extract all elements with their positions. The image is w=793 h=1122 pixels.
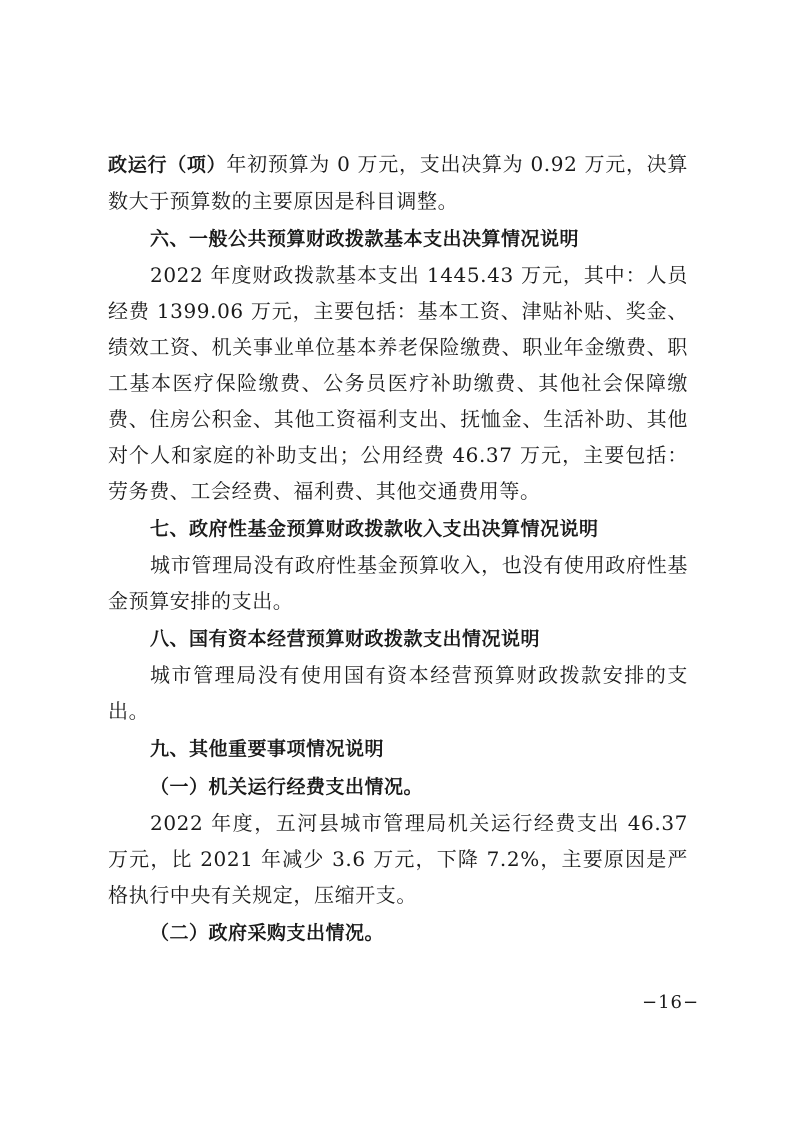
paragraph-text: 年初预算为 0 万元，支出决算为 0.92 万元，决算数大于预算数的主要原因是科目调整。: [108, 152, 688, 213]
paragraph-basic-expenditure: 2022 年度财政拨款基本支出 1445.43 万元，其中：人员经费 1399.06 万元，主要包括：基本工资、津贴补贴、奖金、绩效工资、机关事业单位基本养老保险缴费、职业年金缴费、职工基本医疗保险缴费、公务员医疗补助缴费、其他社会保障缴费、住房公积金、其他工资福利支出、抚恤金、生活补助、其他对个人和家庭的补助支出；公用经费 46.37 万元，主要包括：劳务费、工会经费、福利费、其他交通费用等。: [108, 263, 688, 503]
subsection-heading-9-1: （一）机关运行经费支出情况。: [150, 776, 424, 798]
section-heading-6: 六、一般公共预算财政拨款基本支出决算情况说明: [150, 228, 580, 250]
section-heading-9: 九、其他重要事项情况说明: [150, 738, 385, 760]
paragraph-government-fund: 城市管理局没有政府性基金预算收入，也没有使用政府性基金预算安排的支出。: [108, 553, 688, 613]
subsection-heading-9-2: （二）政府采购支出情况。: [150, 922, 385, 944]
section-heading-8: 八、国有资本经营预算财政拨款支出情况说明: [150, 628, 541, 650]
paragraph-project-operation: [108, 146, 688, 219]
bold-lead-text: 政运行（项）: [108, 154, 227, 176]
paragraph-operating-expenses: 2022 年度，五河县城市管理局机关运行经费支出 46.37 万元，比 2021 年减少 3.6 万元，下降 7.2%，主要原因是严格执行中央有关规定，压缩开支。: [108, 811, 688, 907]
page-number: −16−: [642, 992, 700, 1013]
paragraph-state-capital: 城市管理局没有使用国有资本经营预算财政拨款安排的支出。: [108, 663, 688, 723]
section-heading-7: 七、政府性基金预算财政拨款收入支出决算情况说明: [150, 518, 599, 540]
document-body: [108, 146, 688, 951]
